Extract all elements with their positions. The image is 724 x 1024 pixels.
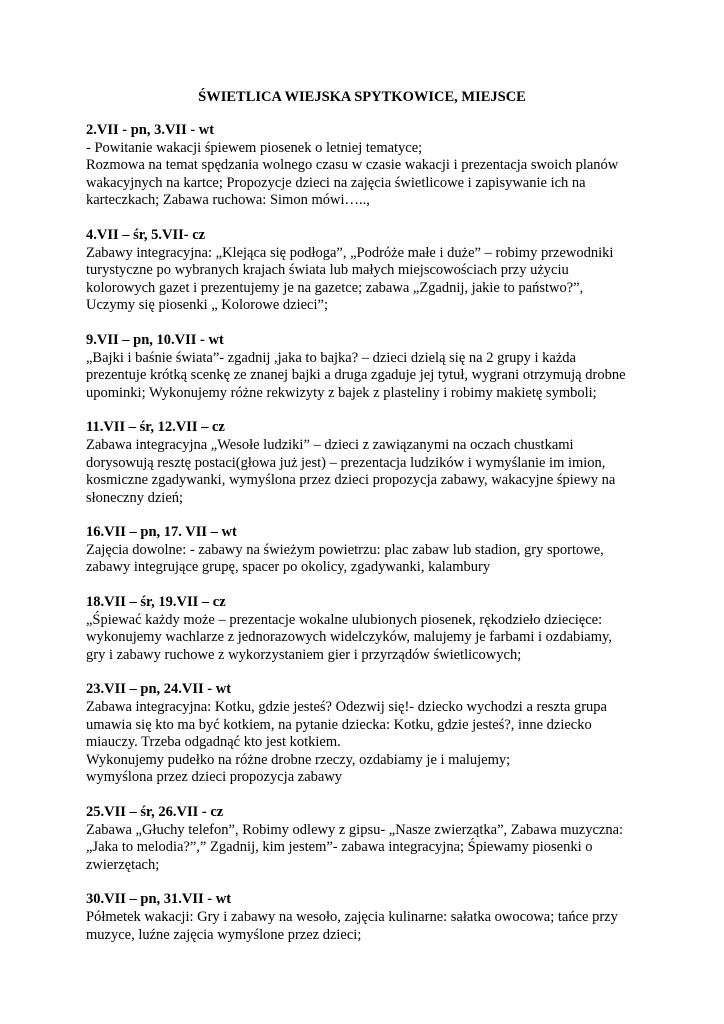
section-text-line: Zabawa integracyjna „Wesołe ludziki” – dzieci z zawiązanymi na oczach chustkami xyxy=(86,436,574,453)
section-text-line: wakacyjnych na kartce; Propozycje dzieci na zajęcia świetlicowe i zapisywanie ich na xyxy=(86,174,586,191)
section-heading: 23.VII – pn, 24.VII - wt xyxy=(86,681,232,698)
section-heading: 2.VII - pn, 3.VII - wt xyxy=(86,122,215,138)
section-text-line: upominki; Wykonujemy różne rekwizyty z bajek z plasteliny i robimy makietę symboli; xyxy=(86,384,597,401)
section-text-line: - Powitanie wakacji śpiewem piosenek o letniej tematyce; xyxy=(86,139,423,156)
schedule-section xyxy=(86,681,646,787)
section-text-line: „Bajki i baśnie świata”- zgadnij ,jaka to bajka? – dzieci dzielą się na 2 grupy i każda xyxy=(86,349,576,366)
section-text-line: umawia się kto ma być kotkiem, na pytanie dziecka: Kotku, gdzie jesteś?, inne dziecko xyxy=(86,716,592,733)
section-heading: 30.VII – pn, 31.VII - wt xyxy=(86,891,232,908)
section-text-line: słoneczny dzień; xyxy=(86,489,184,506)
schedule-section xyxy=(86,891,646,944)
section-text-line: kosmiczne zgadywanki, wymyślona przez dzieci propozycja zabawy, wakacyjne śpiewy na xyxy=(86,472,616,489)
section-heading: 18.VII – śr, 19.VII – cz xyxy=(86,594,226,611)
section-text-line: „Śpiewać każdy może – prezentacje wokalne ulubionych piosenek, rękodzieło dziecięce: xyxy=(86,611,603,628)
section-text-line: Zabawa „Głuchy telefon”, Robimy odlewy z gipsu- „Nasze zwierzątka”, Zabawa muzyczna: xyxy=(86,821,624,838)
section-text-line: Wykonujemy pudełko na różne drobne rzeczy, ozdabiamy je i malujemy; xyxy=(86,751,511,768)
section-heading: 9.VII – pn, 10.VII - wt xyxy=(86,331,224,348)
section-text-line: prezentuje krótką scenkę ze znanej bajki a druga zgaduje jej tytuł, wygrani otrzymują drobne xyxy=(86,367,626,384)
section-text-line: Zabawa integracyjna: Kotku, gdzie jesteś? Odezwij się!- dziecko wychodzi a reszta grupa xyxy=(86,699,607,716)
schedule-section xyxy=(86,804,646,874)
schedule-section xyxy=(86,122,646,210)
section-text-line: wymyślona przez dzieci propozycja zabawy xyxy=(86,769,343,786)
section-text-line: kolorowych gazet i prezentujemy je na gazetce; zabawa „Zgadnij, jakie to państwo?”, xyxy=(86,279,584,296)
schedule-section xyxy=(86,419,646,507)
section-text-line: Zajęcia dowolne: - zabawy na świeżym powietrzu: plac zabaw lub stadion, gry sportowe, xyxy=(86,541,604,558)
schedule-section xyxy=(86,332,646,402)
section-text-line: zwierzętach; xyxy=(86,856,160,873)
section-text-line: zabawy integrujące grupę, spacer po okolicy, zgadywanki, kalambury xyxy=(86,559,491,576)
document-title: ŚWIETLICA WIEJSKA SPYTKOWICE, MIEJSCE xyxy=(198,89,526,105)
section-text-line: dorysowują resztę postaci(głowa już jest) – prezentacja ludzików i wymyślanie im imion, xyxy=(86,454,606,471)
section-text-line: Zabawy integracyjna: „Klejąca się podłoga”, „Podróże małe i duże” – robimy przewodniki xyxy=(86,244,614,261)
schedule-sections xyxy=(86,122,646,961)
section-text-line: wykonujemy wachlarze z jednorazowych widelczyków, malujemy je farbami i ozdabiamy, xyxy=(86,629,612,646)
schedule-section xyxy=(86,524,646,577)
schedule-section xyxy=(86,227,646,315)
section-text-line: muzyce, luźne zajęcia wymyślone przez dzieci; xyxy=(86,926,362,943)
section-heading: 11.VII – śr, 12.VII – cz xyxy=(86,419,225,436)
section-text-line: Półmetek wakacji: Gry i zabawy na wesoło, zajęcia kulinarne: sałatka owocowa; tańce przy xyxy=(86,908,618,925)
section-text-line: „Jaka to melodia?”,” Zgadnij, kim jestem”- zabawa integracyjna; Śpiewamy piosenki o xyxy=(86,839,593,856)
schedule-section xyxy=(86,594,646,664)
section-text-line: karteczkach; Zabawa ruchowa: Simon mówi….., xyxy=(86,192,370,209)
section-heading: 25.VII – śr, 26.VII - cz xyxy=(86,804,224,820)
section-text-line: Rozmowa na temat spędzania wolnego czasu w czasie wakacji i prezentacja swoich planów xyxy=(86,157,619,174)
section-text-line: turystyczne po wybranych krajach świata lub małych miejscowościach przy użyciu xyxy=(86,262,569,279)
section-text-line: miauczy. Trzeba odgadnąć kto jest kotkiem. xyxy=(86,734,341,751)
section-heading: 4.VII – śr, 5.VII- cz xyxy=(86,226,206,243)
section-text-line: Uczymy się piosenki „ Kolorowe dzieci”; xyxy=(86,297,328,314)
section-heading: 16.VII – pn, 17. VII – wt xyxy=(86,524,237,541)
section-text-line: gry i zabawy ruchowe z wykorzystaniem gier i przyrządów świetlicowych; xyxy=(86,646,522,663)
